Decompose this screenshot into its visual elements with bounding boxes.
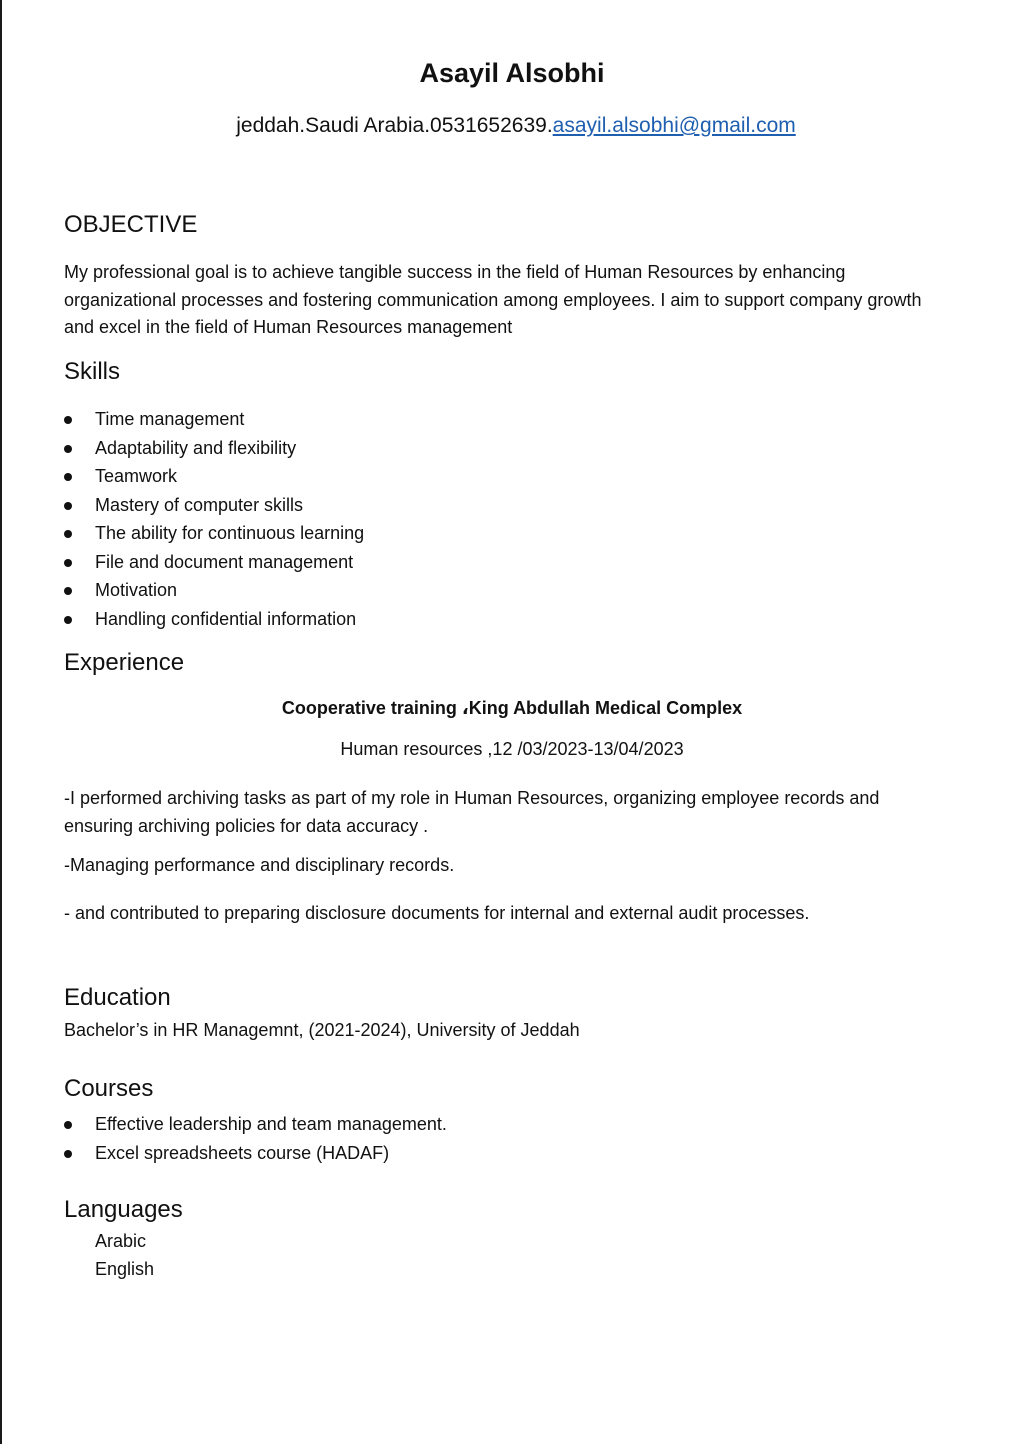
skill-label: Handling confidential information xyxy=(95,608,357,629)
experience-heading: Experience xyxy=(64,649,185,676)
bullet-icon xyxy=(64,445,72,453)
bullet-icon xyxy=(64,616,72,624)
bullet-icon xyxy=(64,530,72,538)
courses-list xyxy=(64,1110,447,1167)
contact-line xyxy=(0,114,1024,138)
objective-text: My professional goal is to achieve tangible success in the field of Human Resources by enhancing organizational processes and fostering communication among employees. I aim to support company growth and excel in the field of Human Resources management xyxy=(64,262,922,337)
skill-item xyxy=(64,405,364,434)
skill-item xyxy=(64,548,364,577)
objective-heading: OBJECTIVE xyxy=(64,211,198,238)
skill-label: Teamwork xyxy=(95,466,178,486)
skill-label: File and document management xyxy=(95,551,354,572)
bullet-icon xyxy=(64,587,72,595)
course-label: Excel spreadsheets course (HADAF) xyxy=(95,1142,390,1163)
skill-label: Motivation xyxy=(95,580,178,600)
course-item xyxy=(64,1139,447,1168)
experience-bullet: -Managing performance and disciplinary records. xyxy=(64,855,455,875)
email-link[interactable]: asayil.alsobhi@gmail.com xyxy=(552,114,796,137)
skill-item xyxy=(64,462,364,491)
bullet-icon xyxy=(64,1121,72,1129)
candidate-name: Asayil Alsobhi xyxy=(419,58,605,88)
skill-label: Mastery of computer skills xyxy=(95,494,304,515)
skill-item xyxy=(64,576,364,605)
experience-bullet: - and contributed to preparing disclosure documents for internal and external audit processes. xyxy=(64,903,810,923)
experience-role-dates: Human resources ,12 /03/2023-13/04/2023 xyxy=(340,739,684,759)
skill-item xyxy=(64,519,364,548)
language-item: English xyxy=(95,1259,155,1279)
contact-details: jeddah.Saudi Arabia.0531652639. xyxy=(236,114,553,137)
skill-label: Time management xyxy=(95,409,245,429)
skill-item xyxy=(64,491,364,520)
bullet-icon xyxy=(64,502,72,510)
skill-label: Adaptability and flexibility xyxy=(95,437,297,458)
skills-list xyxy=(64,405,364,633)
skill-item xyxy=(64,605,364,634)
bullet-icon xyxy=(64,473,72,481)
bullet-icon xyxy=(64,559,72,567)
skills-heading: Skills xyxy=(64,358,121,385)
course-label: Effective leadership and team management. xyxy=(95,1114,447,1134)
page-edge xyxy=(0,0,2,1444)
bullet-icon xyxy=(64,1150,72,1158)
courses-heading: Courses xyxy=(64,1075,154,1102)
skill-label: The ability for continuous learning xyxy=(95,523,365,543)
bullet-icon xyxy=(64,416,72,424)
education-heading: Education xyxy=(64,984,171,1011)
education-text: Bachelor’s in HR Managemnt, (2021-2024), University of Jeddah xyxy=(64,1020,580,1040)
experience-bullet: -I performed archiving tasks as part of my role in Human Resources, organizing employee records and ensuring archiving policies for data accuracy . xyxy=(64,788,880,836)
experience-role-title: Cooperative training ،King Abdullah Medical Complex xyxy=(281,698,743,718)
course-item xyxy=(64,1110,447,1139)
language-item: Arabic xyxy=(95,1231,147,1251)
skill-item xyxy=(64,434,364,463)
languages-heading: Languages xyxy=(64,1196,183,1223)
